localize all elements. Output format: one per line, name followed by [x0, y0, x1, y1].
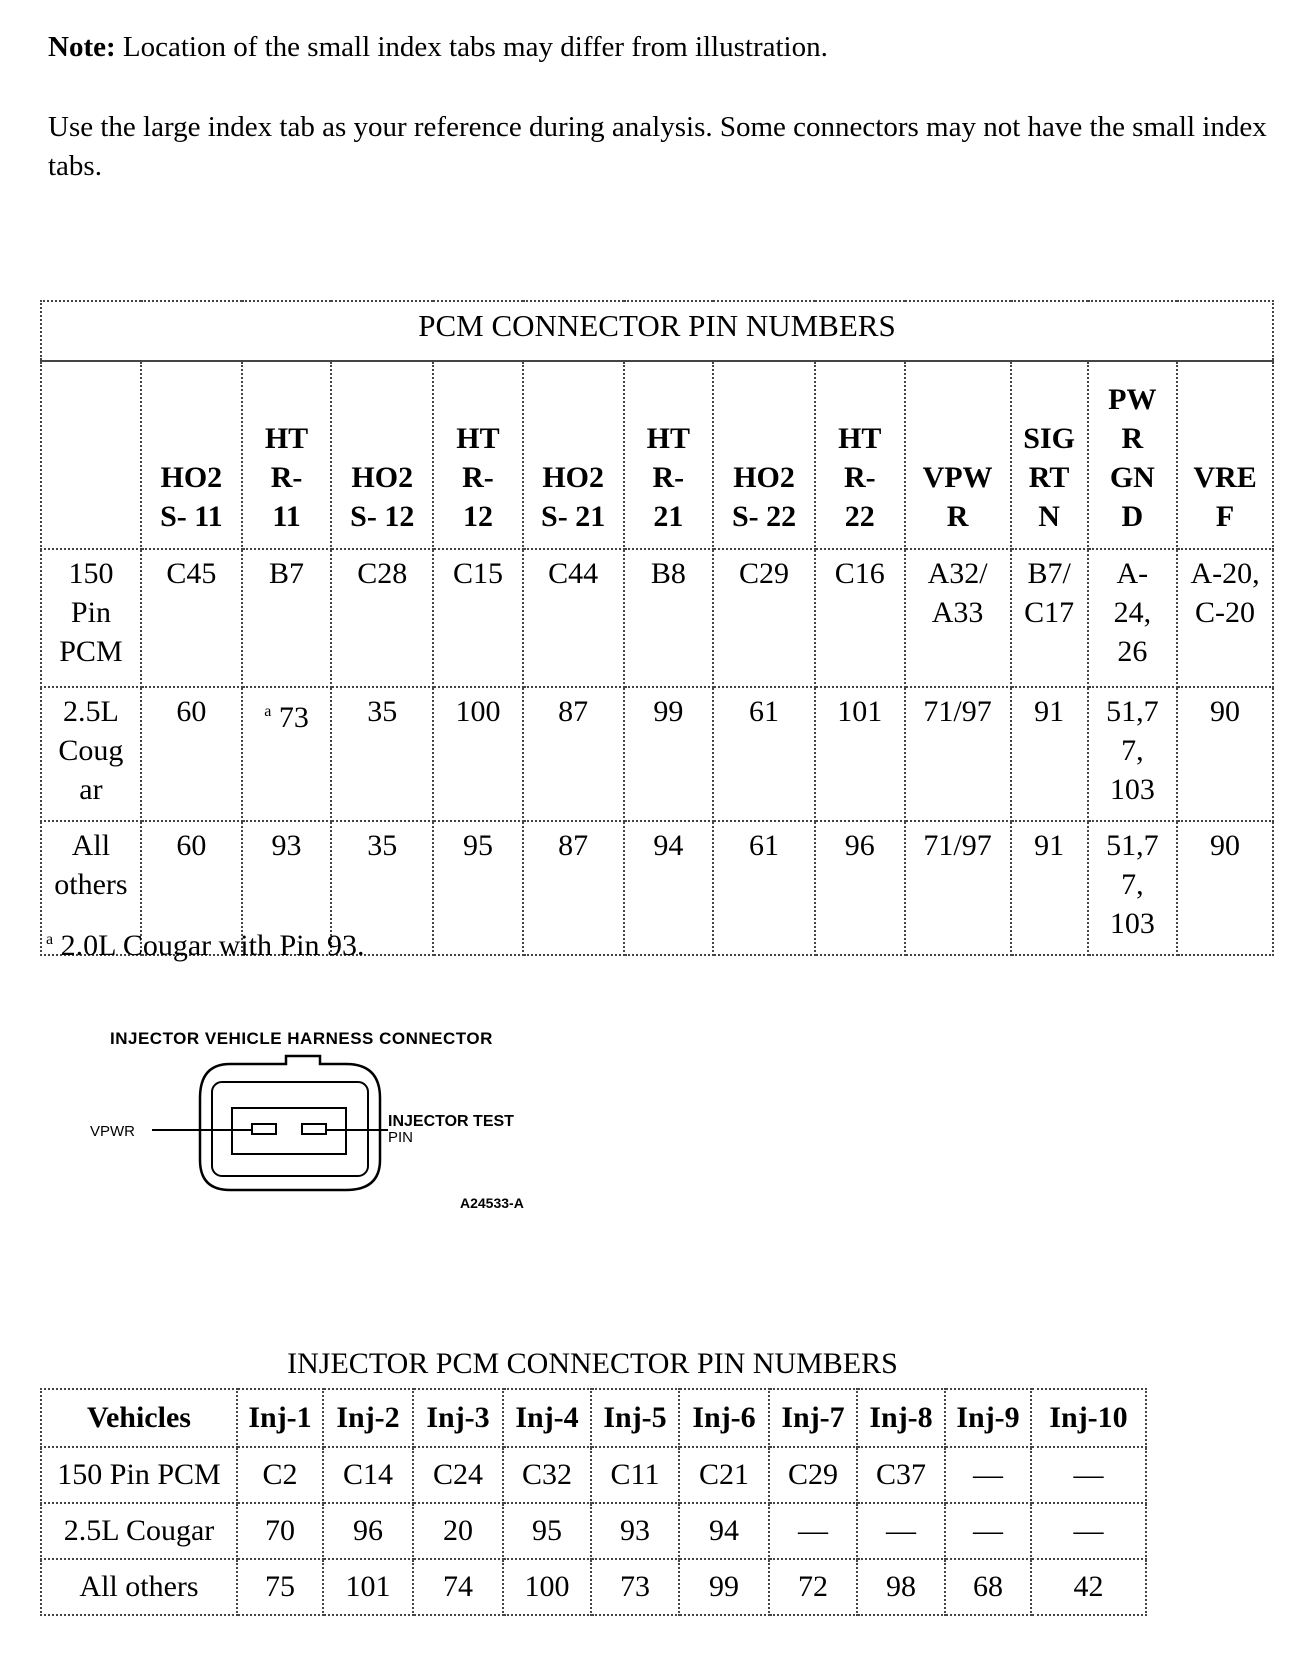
pcm-cell: $^a$ 73 [242, 687, 331, 821]
footnote-text: 2.0L Cougar with Pin 93. [60, 929, 365, 962]
injector-header-cell: Inj-6 [679, 1389, 769, 1447]
pcm-connector-table [40, 300, 1274, 956]
pcm-cell: 99 [624, 687, 713, 821]
pcm-table-title: PCM CONNECTOR PIN NUMBERS [41, 301, 1273, 361]
pcm-header-cell: SIG RT N [1011, 361, 1088, 549]
injector-header-cell: Inj-3 [413, 1389, 503, 1447]
injector-cell: C32 [503, 1447, 591, 1503]
pin-slot-test [302, 1124, 326, 1134]
injector-header-cell: Vehicles [41, 1389, 237, 1447]
pcm-cell: 60 [141, 687, 242, 821]
injector-row-150-pin [41, 1447, 1146, 1503]
pcm-header-cell: HT R- 21 [624, 361, 713, 549]
pcm-cell: 35 [331, 821, 433, 955]
injector-row-2-5l-cougar [41, 1503, 1146, 1559]
reference-paragraph: Use the large index tab as your reference during analysis. Some connectors may not have the small index tabs. [48, 111, 1267, 182]
injector-cell: 20 [413, 1503, 503, 1559]
pcm-cell: 87 [523, 821, 624, 955]
pcm-cell: 35 [331, 687, 433, 821]
injector-connector-diagram [90, 1010, 610, 1210]
pcm-cell: 100 [433, 687, 522, 821]
injector-row-label: 2.5L Cougar [41, 1503, 237, 1559]
pcm-row-2-5l-cougar [41, 687, 1273, 821]
pcm-cell: C16 [815, 549, 904, 687]
injector-cell: 101 [323, 1559, 413, 1615]
pcm-cell: 90 [1177, 821, 1273, 955]
injector-cell: 95 [503, 1503, 591, 1559]
note-label: Note: [48, 31, 116, 63]
pcm-cell: 71/97 [905, 821, 1011, 955]
pcm-cell: 71/97 [905, 687, 1011, 821]
footnote-marker: a [46, 931, 54, 948]
pin-slot-vpwr [252, 1124, 276, 1134]
pcm-header-cell: HO2 S- 22 [713, 361, 815, 549]
pcm-header-cell: HO2 S- 11 [141, 361, 242, 549]
pcm-header-cell: VPW R [905, 361, 1011, 549]
pcm-cell: 95 [433, 821, 522, 955]
pcm-cell: 93 [242, 821, 331, 955]
injector-cell: C14 [323, 1447, 413, 1503]
injector-row-all-others [41, 1559, 1146, 1615]
pcm-cell: C45 [141, 549, 242, 687]
injector-header-cell: Inj-7 [769, 1389, 857, 1447]
injector-header-cell: Inj-5 [591, 1389, 679, 1447]
pcm-cell: A-20, C-20 [1177, 549, 1273, 687]
injector-cell: C11 [591, 1447, 679, 1503]
injector-cell: 42 [1031, 1559, 1146, 1615]
injector-cell: 94 [679, 1503, 769, 1559]
pcm-cell: 87 [523, 687, 624, 821]
pcm-row-label: 150 Pin PCM [41, 549, 141, 687]
footnote-ref: a [264, 703, 272, 720]
pcm-cell: C15 [433, 549, 522, 687]
pcm-cell: 60 [141, 821, 242, 955]
injector-cell: — [1031, 1447, 1146, 1503]
pcm-cell: 101 [815, 687, 904, 821]
pcm-cell: 61 [713, 821, 815, 955]
injector-cell: 74 [413, 1559, 503, 1615]
pcm-cell: 51,7 7, 103 [1088, 687, 1177, 821]
injector-cell: 70 [237, 1503, 323, 1559]
injector-header-cell: Inj-2 [323, 1389, 413, 1447]
pcm-header-cell: HT R- 22 [815, 361, 904, 549]
injector-cell: 72 [769, 1559, 857, 1615]
pcm-header-cell: HT R- 12 [433, 361, 522, 549]
pcm-cell: A32/ A33 [905, 549, 1011, 687]
injector-cell: 98 [857, 1559, 945, 1615]
pcm-header-row [41, 361, 1273, 549]
injector-cell: — [857, 1503, 945, 1559]
injector-cell: 100 [503, 1559, 591, 1615]
pcm-cell: 91 [1011, 821, 1088, 955]
injector-cell: 96 [323, 1503, 413, 1559]
injector-table-title: INJECTOR PCM CONNECTOR PIN NUMBERS [287, 1347, 898, 1380]
injector-header-cell: Inj-9 [945, 1389, 1031, 1447]
injector-cell: 75 [237, 1559, 323, 1615]
test-pin-label-line1: INJECTOR TEST [388, 1113, 514, 1130]
pcm-header-cell [41, 361, 141, 549]
injector-row-label: 150 Pin PCM [41, 1447, 237, 1503]
injector-header-cell: Inj-4 [503, 1389, 591, 1447]
figure-id: A24533-A [460, 1195, 524, 1210]
connector-shell [200, 1056, 380, 1190]
injector-cell: C29 [769, 1447, 857, 1503]
pcm-cell: B8 [624, 549, 713, 687]
pcm-cell: 91 [1011, 687, 1088, 821]
pcm-cell: C44 [523, 549, 624, 687]
pcm-header-cell: HT R- 11 [242, 361, 331, 549]
injector-cell: — [769, 1503, 857, 1559]
injector-cell: C2 [237, 1447, 323, 1503]
pcm-cell: C29 [713, 549, 815, 687]
injector-cell: — [945, 1447, 1031, 1503]
pcm-header-cell: HO2 S- 21 [523, 361, 624, 549]
pcm-cell: B7 [242, 549, 331, 687]
pcm-cell: B7/ C17 [1011, 549, 1088, 687]
injector-pin-table [40, 1388, 1147, 1616]
injector-cell: C21 [679, 1447, 769, 1503]
injector-header-cell: Inj-1 [237, 1389, 323, 1447]
footnote [46, 922, 365, 964]
note [48, 28, 1278, 67]
injector-header-cell: Inj-8 [857, 1389, 945, 1447]
injector-cell: C37 [857, 1447, 945, 1503]
pcm-cell: C28 [331, 549, 433, 687]
pcm-header-cell: VRE F [1177, 361, 1273, 549]
pcm-header-cell: HO2 S- 12 [331, 361, 433, 549]
injector-cell: 99 [679, 1559, 769, 1615]
injector-cell: — [945, 1503, 1031, 1559]
pcm-cell: 94 [624, 821, 713, 955]
test-pin-label-line2: PIN [388, 1129, 414, 1146]
pcm-header-cell: PW R GN D [1088, 361, 1177, 549]
pcm-row-label: 2.5L Coug ar [41, 687, 141, 821]
pcm-cell: 51,7 7, 103 [1088, 821, 1177, 955]
pcm-row-label: All others [41, 821, 141, 955]
pcm-cell: 96 [815, 821, 904, 955]
injector-cell: C24 [413, 1447, 503, 1503]
injector-header-cell: Inj-10 [1031, 1389, 1146, 1447]
pcm-cell: 61 [713, 687, 815, 821]
note-text: Location of the small index tabs may differ from illustration. [122, 31, 828, 63]
injector-cell: 68 [945, 1559, 1031, 1615]
injector-cell: — [1031, 1503, 1146, 1559]
pcm-cell: A- 24, 26 [1088, 549, 1177, 687]
pcm-cell: 90 [1177, 687, 1273, 821]
injector-cell: 93 [591, 1503, 679, 1559]
injector-header-row [41, 1389, 1146, 1447]
injector-row-label: All others [41, 1559, 237, 1615]
injector-cell: 73 [591, 1559, 679, 1615]
pcm-row-150-pin [41, 549, 1273, 687]
diagram-title: INJECTOR VEHICLE HARNESS CONNECTOR [110, 1029, 493, 1048]
vpwr-label: VPWR [90, 1123, 135, 1140]
